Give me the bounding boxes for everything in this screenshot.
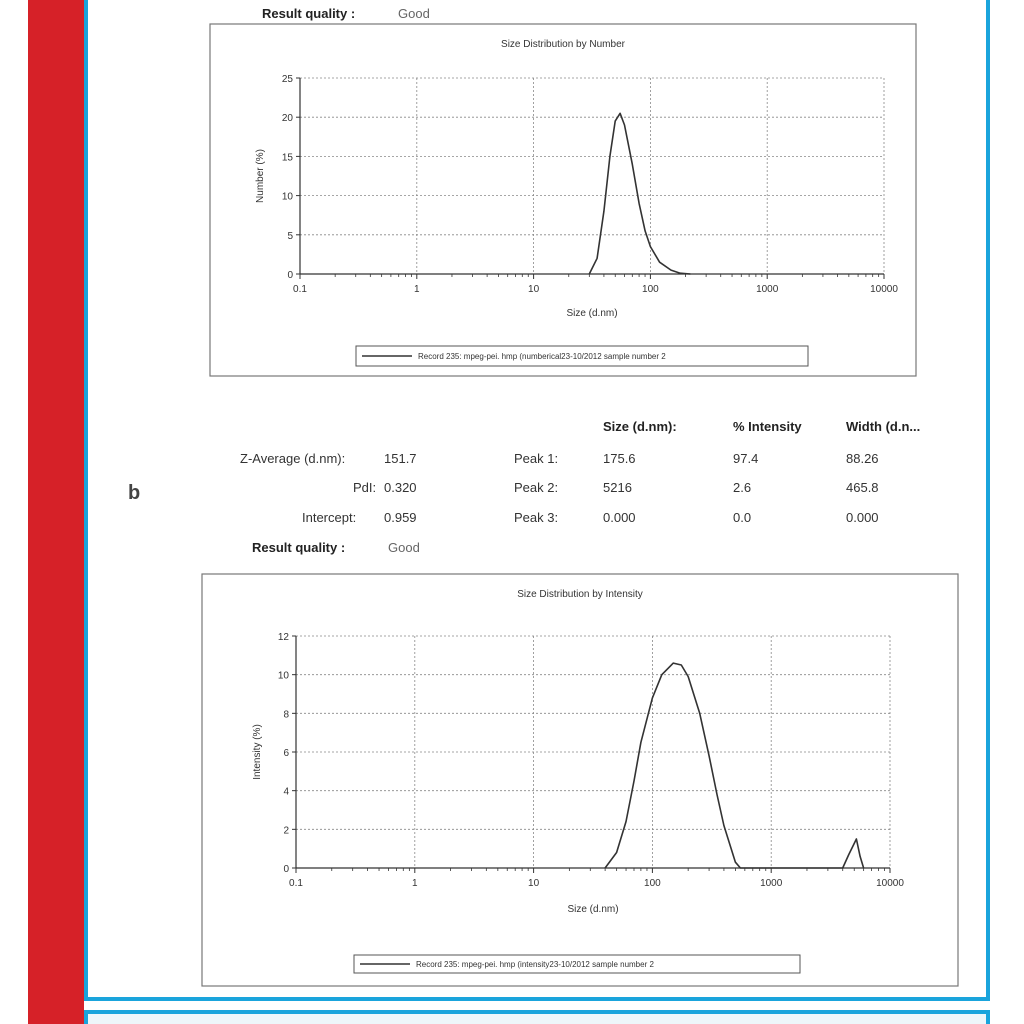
peak-3-label: Peak 3:	[514, 510, 559, 525]
panel-letter-b: b	[128, 482, 141, 504]
intensity-chart-title: Size Distribution by Intensity	[517, 589, 643, 600]
number-legend-label: Record 235: mpeg-pei. hmp (numberical23-10/2012 sample number 2	[418, 352, 666, 361]
number-y-tick-label: 15	[281, 152, 293, 164]
intensity-x-tick-label: 10	[528, 878, 540, 889]
b-result-quality-value: Good	[388, 540, 420, 555]
intensity-x-tick-label: 1000	[760, 878, 783, 889]
intensity-x-tick-label: 10000	[876, 878, 904, 889]
pdi-label: PdI:	[353, 480, 377, 495]
intercept-value: 0.959	[384, 510, 417, 525]
number-x-tick-label: 10	[528, 284, 540, 295]
number-x-tick-label: 1	[414, 284, 420, 295]
intensity-y-tick-label: 12	[277, 632, 289, 643]
number-y-tick-label: 25	[281, 74, 293, 85]
intensity-x-tick-label: 100	[644, 878, 661, 889]
number-y-tick-label: 10	[281, 191, 293, 203]
intensity-x-axis-label: Size (d.nm)	[567, 904, 619, 915]
peak-2-intensity: 2.6	[733, 480, 752, 495]
intensity-y-tick-label: 2	[283, 825, 289, 837]
number-y-tick-label: 20	[281, 113, 293, 125]
col-header-size: Size (d.nm):	[603, 419, 677, 434]
top-result-quality-label: Result quality :	[262, 6, 356, 21]
number-chart-title: Size Distribution by Number	[501, 39, 625, 50]
number-y-tick-label: 5	[287, 230, 293, 242]
intensity-y-tick-label: 0	[283, 864, 289, 875]
peak-2-size: 5216	[603, 480, 632, 495]
zavg-label: Z-Average (d.nm):	[240, 451, 346, 466]
zavg-value: 151.7	[384, 451, 417, 466]
number-x-axis-label: Size (d.nm)	[566, 308, 618, 319]
peak-1-width: 88.26	[846, 451, 879, 466]
intensity-y-tick-label: 4	[283, 786, 289, 798]
number-y-tick-label: 0	[287, 270, 293, 281]
number-x-tick-label: 10000	[870, 284, 898, 295]
peak-1-intensity: 97.4	[733, 451, 759, 466]
intensity-x-tick-label: 1	[412, 878, 418, 889]
intensity-y-tick-label: 6	[283, 748, 289, 759]
b-result-quality-label: Result quality :	[252, 540, 346, 555]
top-result-quality-value: Good	[398, 6, 430, 21]
intercept-label: Intercept:	[302, 510, 357, 525]
number-y-axis-label: Number (%)	[255, 149, 266, 203]
intensity-y-axis-label: Intensity (%)	[252, 724, 263, 780]
intensity-x-tick-label: 0.1	[289, 878, 303, 889]
number-x-tick-label: 0.1	[293, 284, 307, 295]
number-x-tick-label: 1000	[756, 284, 779, 295]
number-x-tick-label: 100	[642, 284, 659, 295]
peak-3-intensity: 0.0	[733, 510, 752, 525]
intensity-y-tick-label: 8	[283, 709, 289, 721]
pdi-value: 0.320	[384, 480, 417, 495]
peak-2-width: 465.8	[846, 480, 879, 495]
intensity-y-tick-label: 10	[277, 670, 289, 682]
intensity-legend-label: Record 235: mpeg-pei. hmp (intensity23-10/2012 sample number 2	[416, 960, 654, 969]
col-header-width: Width (d.n...	[846, 419, 921, 434]
number-chart-box	[210, 24, 916, 376]
peak-3-size: 0.000	[603, 510, 636, 525]
peak-2-label: Peak 2:	[514, 480, 559, 495]
peak-1-size: 175.6	[603, 451, 636, 466]
col-header-intensity: % Intensity	[733, 419, 802, 434]
peak-1-label: Peak 1:	[514, 451, 559, 466]
peak-3-width: 0.000	[846, 510, 879, 525]
